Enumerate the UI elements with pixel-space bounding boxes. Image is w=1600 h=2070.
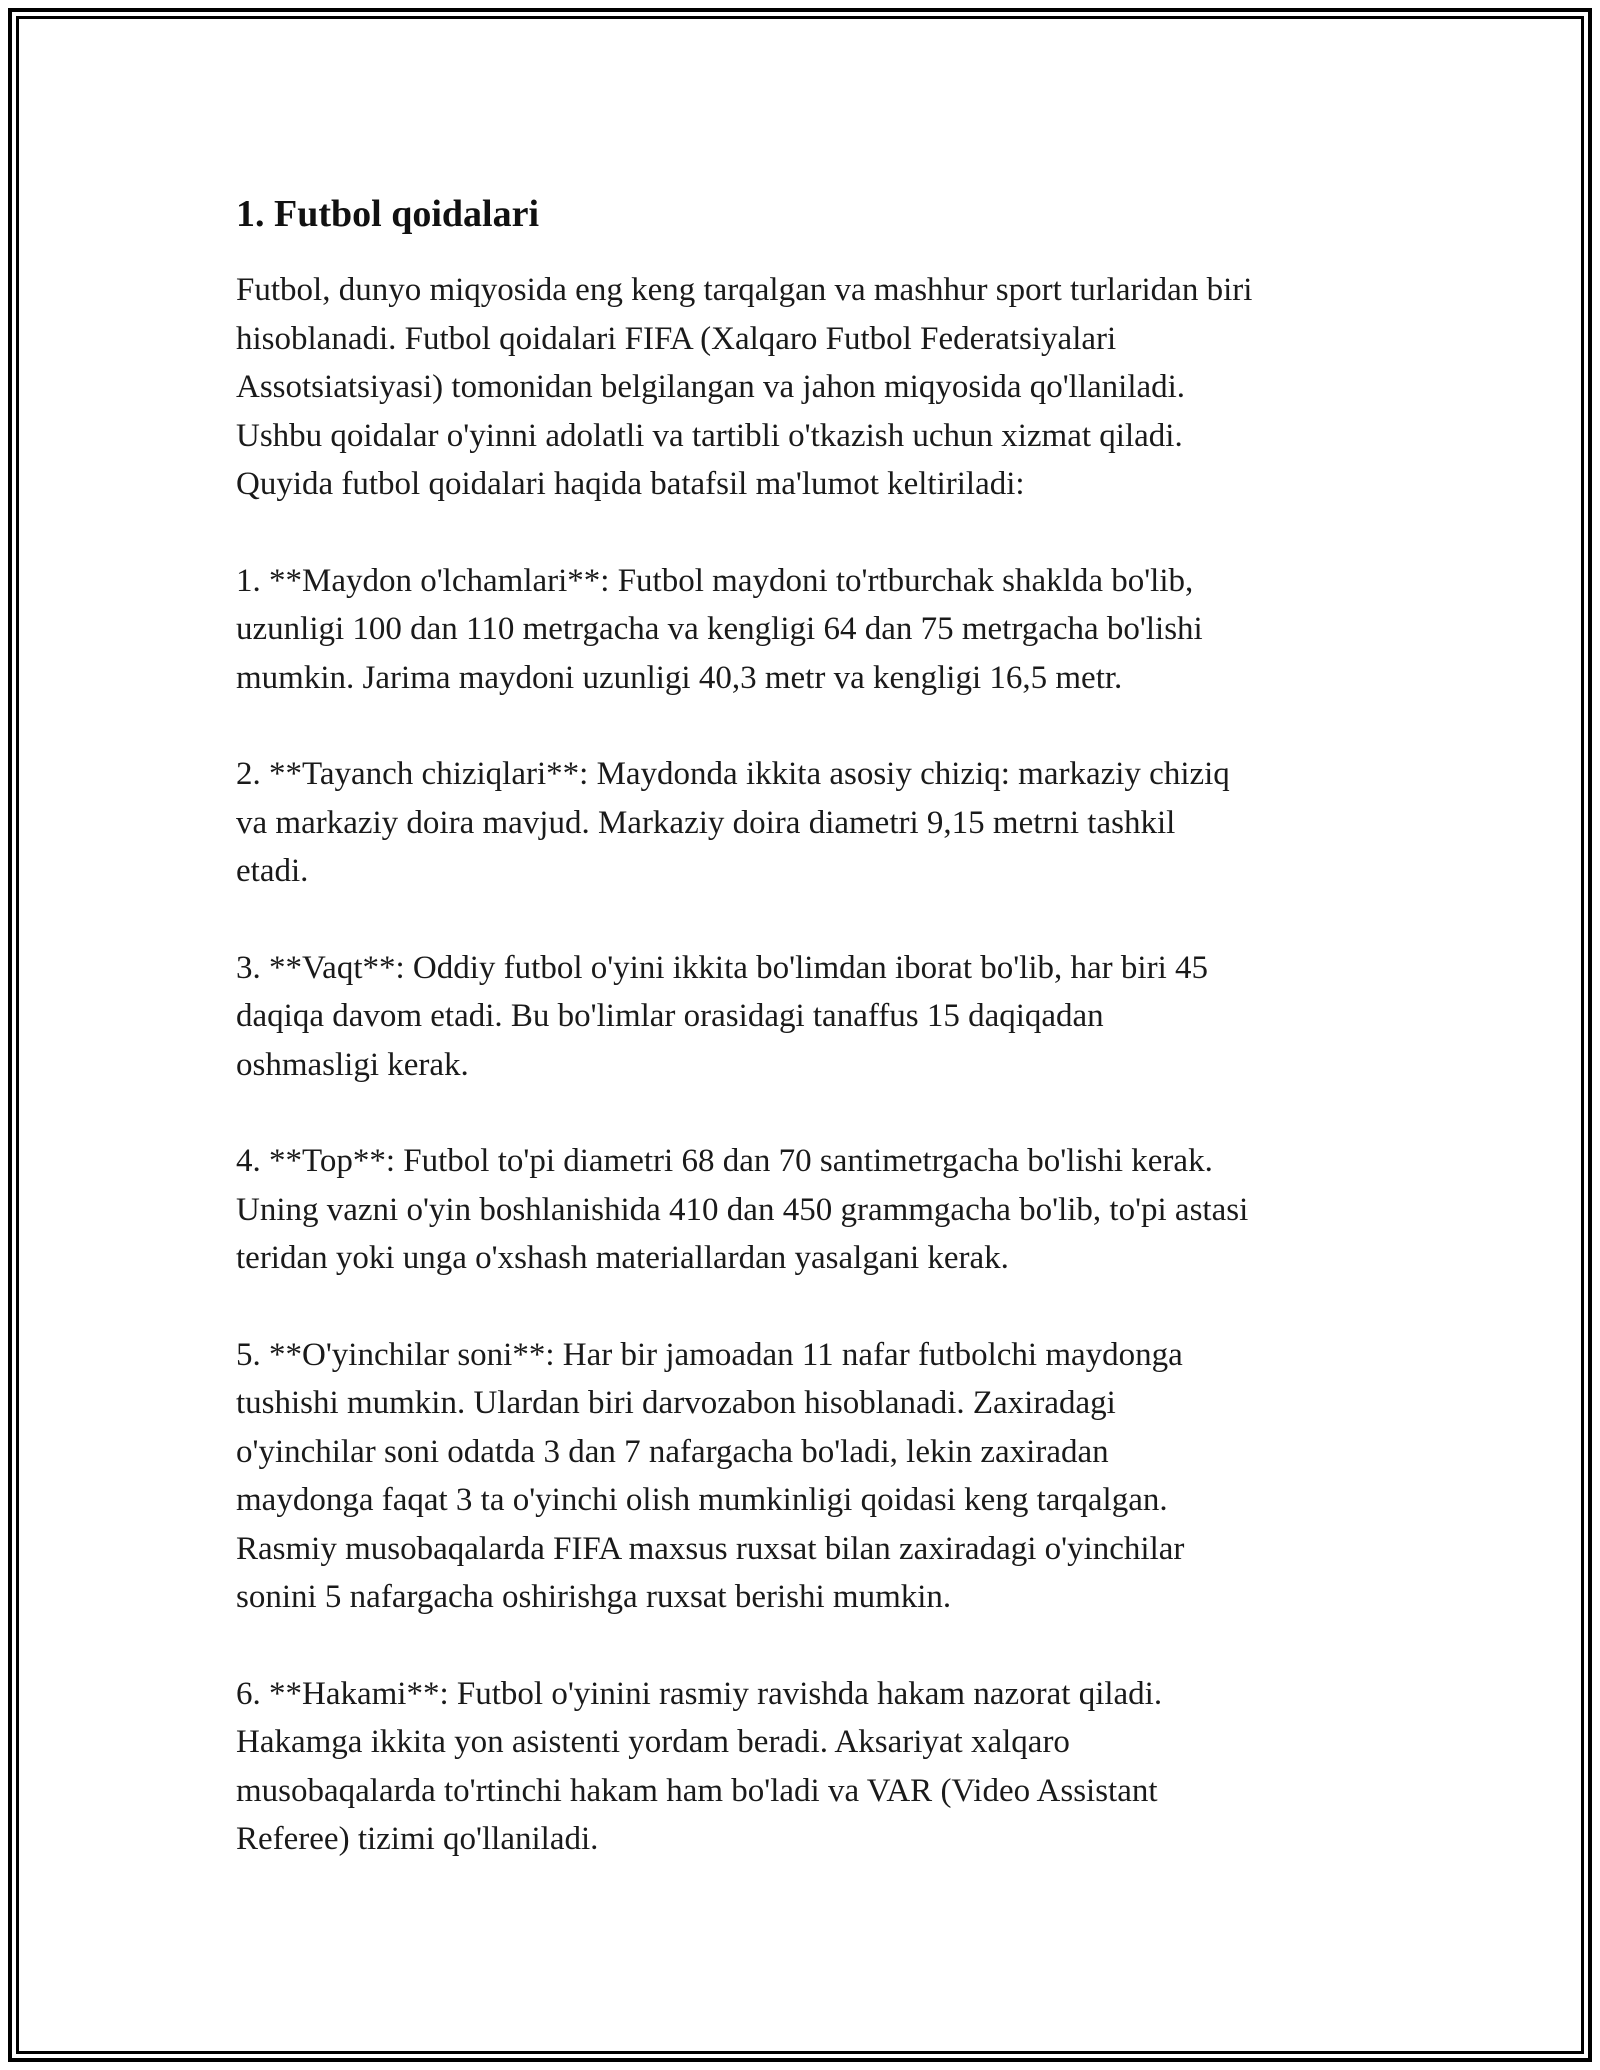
rule-item-4: 4. **Top**: Futbol to'pi diametri 68 dan 70 santimetrgacha bo'lishi kerak. Uning vazni o'yin boshlanishida 410 dan 450 grammgacha bo'lib, to'pi astasi teridan yoki unga o'xshash materiallardan yasalgani kerak. [236,1143,1249,1276]
rule-item-6: 6. **Hakami**: Futbol o'yinini rasmiy ravishda hakam nazorat qiladi. Hakamga ikkita yon asistenti yordam beradi. Aksariyat xalqaro musobaqalarda to'rtinchi hakam ham bo'ladi va VAR (Video Assistant Referee) tizimi qo'llaniladi. [236,1675,1163,1857]
rule-item-2: 2. **Tayanch chiziqlari**: Maydonda ikkita asosiy chiziq: markaziy chiziq va markaziy doira mavjud. Markaziy doira diametri 9,15 metrni tashkil etadi. [236,756,1230,889]
rule-item-5: 5. **O'yinchilar soni**: Har bir jamoadan 11 nafar futbolchi maydonga tushishi mumkin. Ulardan biri darvozabon hisoblanadi. Zaxiradagi o'yinchilar soni odatda 3 dan 7 nafargacha bo'ladi, lekin zaxiradan maydonga faqat 3 ta o'yinchi olish mumkinligi qoidasi keng tarqalgan. Rasmiy musobaqalarda FIFA maxsus ruxsat bilan zaxiradagi o'yinchilar sonini 5 nafargacha oshirishga ruxsat berishi mumkin. [236,1336,1185,1615]
rule-item-3: 3. **Vaqt**: Oddiy futbol o'yini ikkita bo'limdan iborat bo'lib, har biri 45 daqiqa davom etadi. Bu bo'limlar orasidagi tanaffus 15 daqiqadan oshmasligi kerak. [236,949,1208,1083]
document-body [236,190,1386,1912]
rule-item-1: 1. **Maydon o'lchamlari**: Futbol maydoni to'rtburchak shaklda bo'lib, uzunligi 100 dan 110 metrgacha va kengligi 64 dan 75 metrgacha bo'lishi mumkin. Jarima maydoni uzunligi 40,3 metr va kengligi 16,5 metr. [236,562,1203,696]
intro-paragraph: Futbol, dunyo miqyosida eng keng tarqalgan va mashhur sport turlaridan biri hisoblanadi. Futbol qoidalari FIFA (Xalqaro Futbol Federatsiyalari Assotsiatsiyasi) tomonidan belgilangan va jahon miqyosida qo'llaniladi. Ushbu qoidalar o'yinni adolatli va tartibli o'tkazish uchun xizmat qiladi. Quyida futbol qoidalari haqida batafsil ma'lumot keltiriladi: [236,272,1253,502]
document-title: 1. Futbol qoidalari [236,193,539,235]
